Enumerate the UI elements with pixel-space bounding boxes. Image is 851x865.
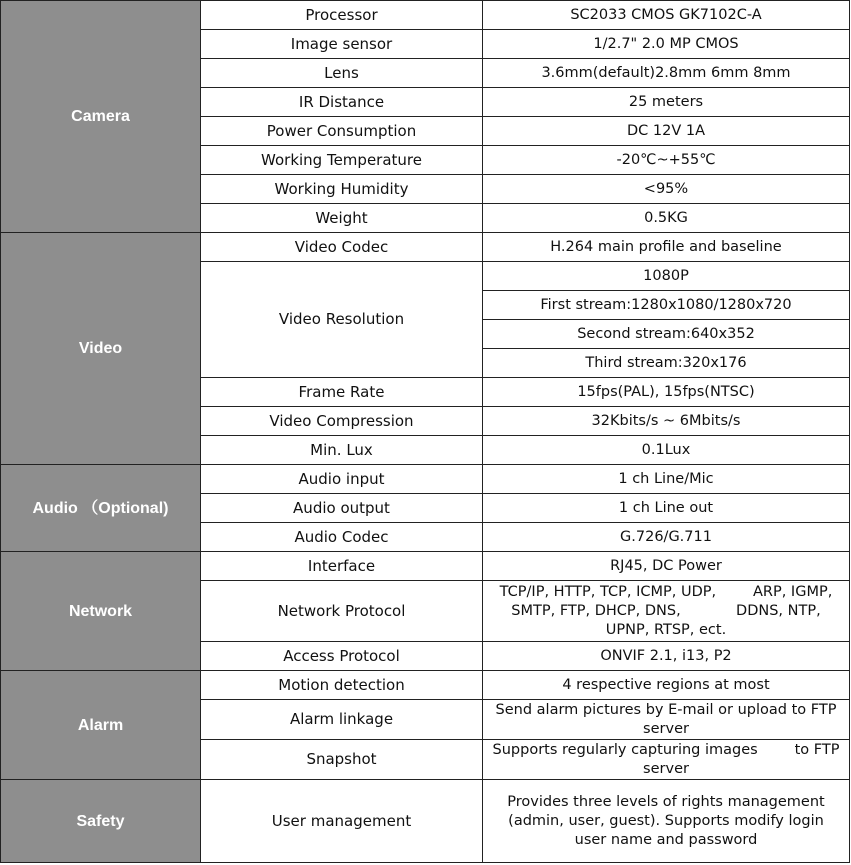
user-mgmt-line: (admin, user, guest). Supports modify login (508, 812, 824, 829)
spec-value: Second stream:640x352 (483, 320, 850, 349)
spec-value: 4 respective regions at most (483, 671, 850, 700)
category-video: Video (1, 233, 201, 465)
spec-value: 25 meters (483, 88, 850, 117)
spec-name: Processor (201, 1, 483, 30)
spec-value: 1 ch Line out (483, 494, 850, 523)
spec-name: Power Consumption (201, 117, 483, 146)
category-camera: Camera (1, 1, 201, 233)
spec-name: Motion detection (201, 671, 483, 700)
table-row (1, 233, 850, 262)
spec-value: ONVIF 2.1, i13, P2 (483, 642, 850, 671)
spec-value: 1 ch Line/Mic (483, 465, 850, 494)
user-mgmt-line: user name and password (574, 831, 758, 848)
spec-value: SC2033 CMOS GK7102C-A (483, 1, 850, 30)
spec-value: First stream:1280x1080/1280x720 (483, 291, 850, 320)
spec-name: Audio output (201, 494, 483, 523)
spec-value: H.264 main profile and baseline (483, 233, 850, 262)
spec-name: Video Codec (201, 233, 483, 262)
spec-value: 1/2.7" 2.0 MP CMOS (483, 30, 850, 59)
spec-name: Lens (201, 59, 483, 88)
protocol-line: SMTP, FTP, DHCP, DNS, DDNS, NTP, (511, 602, 821, 619)
spec-value: DC 12V 1A (483, 117, 850, 146)
protocol-line: UPNP, RTSP, ect. (605, 621, 727, 638)
spec-name: User management (201, 780, 483, 863)
category-safety: Safety (1, 780, 201, 863)
spec-value-multiline (483, 780, 850, 863)
spec-name: Video Resolution (201, 262, 483, 378)
user-mgmt-line: Provides three levels of rights management (507, 793, 825, 810)
table-row (1, 671, 850, 700)
table-row (1, 465, 850, 494)
snapshot-line: Supports regularly capturing images to FTP (492, 741, 840, 758)
spec-name: Network Protocol (201, 581, 483, 642)
snapshot-line: server (643, 760, 689, 777)
spec-value: 15fps(PAL), 15fps(NTSC) (483, 378, 850, 407)
spec-name: Video Compression (201, 407, 483, 436)
table-row (1, 552, 850, 581)
spec-name: Min. Lux (201, 436, 483, 465)
spec-value: 0.5KG (483, 204, 850, 233)
spec-name: Interface (201, 552, 483, 581)
spec-name: Audio Codec (201, 523, 483, 552)
spec-value: RJ45, DC Power (483, 552, 850, 581)
spec-value: <95% (483, 175, 850, 204)
spec-name: Weight (201, 204, 483, 233)
spec-name: Working Temperature (201, 146, 483, 175)
spec-name: IR Distance (201, 88, 483, 117)
protocol-line: TCP/IP, HTTP, TCP, ICMP, UDP, ARP, IGMP, (499, 583, 833, 600)
spec-value-multiline (483, 700, 850, 740)
spec-name: Working Humidity (201, 175, 483, 204)
spec-name: Alarm linkage (201, 700, 483, 740)
spec-name: Audio input (201, 465, 483, 494)
spec-value-multiline (483, 581, 850, 642)
spec-value: 1080P (483, 262, 850, 291)
spec-value-multiline (483, 740, 850, 780)
category-alarm: Alarm (1, 671, 201, 780)
spec-name: Frame Rate (201, 378, 483, 407)
linkage-line: server (643, 720, 689, 737)
table-row (1, 1, 850, 30)
spec-value: 3.6mm(default)2.8mm 6mm 8mm (483, 59, 850, 88)
table-row (1, 780, 850, 863)
category-audio: Audio （Optional) (1, 465, 201, 552)
spec-name: Snapshot (201, 740, 483, 780)
linkage-line: Send alarm pictures by E-mail or upload to FTP (495, 701, 837, 718)
spec-name: Access Protocol (201, 642, 483, 671)
spec-value: -20℃~+55℃ (483, 146, 850, 175)
category-network: Network (1, 552, 201, 671)
spec-value: 32Kbits/s ~ 6Mbits/s (483, 407, 850, 436)
spec-value: 0.1Lux (483, 436, 850, 465)
spec-value: G.726/G.711 (483, 523, 850, 552)
spec-value: Third stream:320x176 (483, 349, 850, 378)
spec-name: Image sensor (201, 30, 483, 59)
